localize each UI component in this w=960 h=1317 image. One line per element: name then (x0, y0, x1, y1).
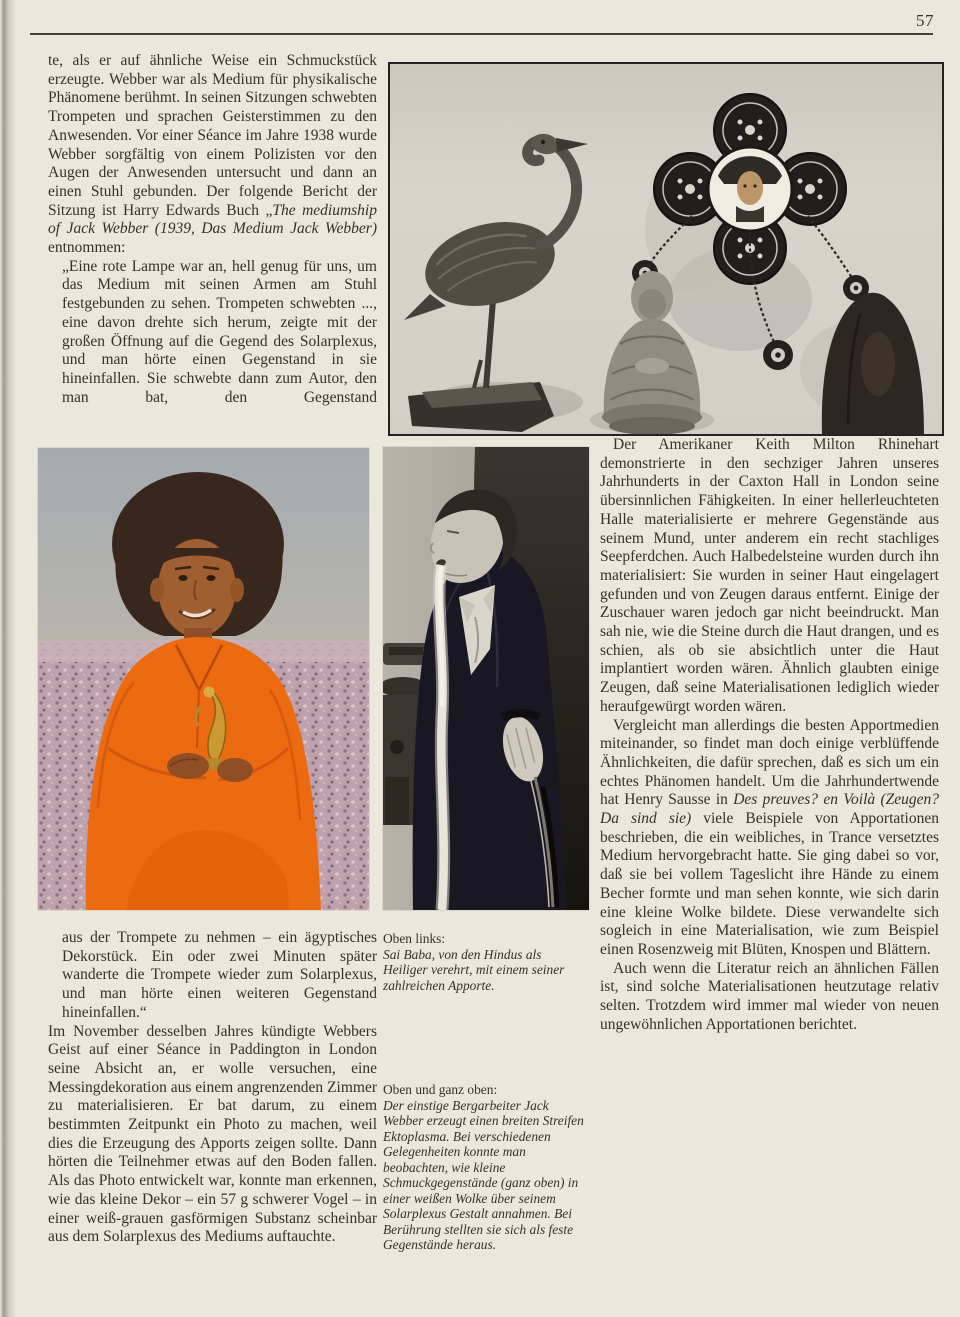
text-run: te, als er auf ähnliche Weise ein Schmuckstück erzeugte. Webber war als Medium für physikalische Phänomene berühmt. In seinen Sitzungen schwebten Trompeten und sprachen Geisterstimmen zu den Anwesenden. Vor einer Séance im Jahre 1938 wurde Webber sorgfältig von einem Polizisten vor den Augen der Anwesenden untersucht und dann an einen Stuhl gebunden. Der folgende Bericht der Sitzung ist Harry Edwards Buch „ (48, 52, 377, 219)
text-run: viele Beispiele von Apportationen beschrieben, die ein weibliches, in Trance versetztes Medium hervorgebracht hatte. Sie ging dabei so vor, daß sie bei vollem Tageslicht ihre Hände zu einem Becher formte und man sehen konnte, wie sich darin eine kleine Wolke bildete. Diese verwandelte sich sogleich in eine Materialisation, wie zum Beispiel einen Rosenzweig mit Blüten, Knospen und Blättern. (600, 810, 939, 958)
right-column (600, 436, 939, 1035)
photo-sai-baba (38, 448, 369, 910)
apports-illustration (390, 64, 942, 434)
text-run: entnommen: (48, 239, 126, 257)
paragraph-november-seance: Im November desselben Jahres kündigte Webbers Geist auf einer Séance in Paddington in London seine Absicht an, er wolle versuchen, eine Messingdekoration aus einem angrenzenden Zimmer zu materialisieren. Er bat darum, zu einem bestimmten Zeitpunkt ein Photo zu machen, weil dies die Erzeugung des Apports zeigen sollte. Dann hörten die Teilnehmer etwas auf den Boden fallen. Als das Photo entwickelt war, konnte man erkennen, wie das kleine Dekor – ein 57 g schwerer Vogel – in einer weiß-grauen gasförmigen Substanz scheinbar aus dem Solarplexus des Mediums auftauchte. (48, 1022, 377, 1246)
text-run: Vergleicht man allerdings die besten Apportmedien miteinander, so findet man doch einige verblüffende Ähnlichkeiten, die dafür sprechen, daß es sich um ein echtes Phänomen handelt. Um die Jahrhundertwende hat Henry Sausse in (600, 716, 939, 809)
blockquote-red-lamp: „Eine rote Lampe war an, hell genug für uns, um das Medium mit seinen Armen am Stuhl festgebunden zu sehen. Trompeten schwebten ..., eine davon drehte sich herum, zeigte mit der großen Öffnung auf die Gegend des Solarplexus, und man hörte einen Gegenstand in sie hineinfallen. Sie schwebte dann zum Autor, den man bat, den Gegenstand (62, 257, 377, 406)
header-rule (30, 33, 933, 35)
binding-shadow (0, 0, 16, 1317)
book-title-italic: The mediumship of Jack Webber (1939, Das Medium Jack Webber) (48, 201, 377, 238)
photo-apports-still-life (388, 62, 944, 436)
caption-label: Oben links: (383, 931, 446, 946)
caption-text: Sai Baba, von den Hindus als Heiliger verehrt, mit einem seiner zahlreichen Apporte. (383, 946, 565, 993)
jack-webber-illustration (383, 447, 589, 910)
left-column-lower (48, 929, 377, 1247)
caption-label: Oben und ganz oben: (383, 1082, 498, 1097)
caption-text: Der einstige Bergarbeiter Jack Webber erzeugt einen breiten Streifen Ektoplasma. Bei verschiedenen Gelegenheiten konnte man beobachten, wie kleine Schmuckgegenstände (ganz oben) in einer weißen Wolke über seinem Solarplexus Gestalt annahmen. Bei Berührung stellten sie sich als feste Gegenstände heraus. (383, 1097, 584, 1252)
caption-jack-webber (383, 1082, 585, 1253)
paragraph-webber-intro (48, 52, 377, 258)
left-column-upper (48, 52, 377, 407)
blockquote-continuation: aus der Trompete zu nehmen – ein ägyptisches Dekorstück. Ein oder zwei Minuten später wanderte die Trompete wieder zum Solarplexus, und man hörte einen weiteren Gegenstand hineinfallen.“ (62, 929, 377, 1021)
paragraph-literatur: Auch wenn die Literatur reich an ähnlichen Fällen ist, sind solche Materialisationen heutzutage relativ selten. Trotzdem wird immer mal wieder von neuen ungewöhnlichen Apportationen berichtet. (600, 959, 939, 1033)
sai-baba-illustration (38, 448, 369, 910)
caption-sai-baba (383, 931, 585, 993)
paragraph-rhinehart: Der Amerikaner Keith Milton Rhinehart demonstrierte in den sechziger Jahren unseres Jahrhunderts in der Caxton Hall in London seine übersinnlichen Fähigkeiten. In einer hellerleuchteten Halle materialisierte er mehrere Gegenstände aus seinem Mund, unter anderem ein recht stachliges Seepferdchen. Auch Halbedelsteine wurden durch ihn materialisiert: Sie wurden in seiner Haut eingelagert gefunden und von Zeugen daraus entfernt. Einige der Zuschauer waren jedoch gar nicht beeindruckt. Man sah nie, wie die Steine durch die Haut drangen, und es schien, als ob sie absichtlich unter die Haut implantiert worden wären. Ähnlich glaubten einige Zeugen, daß seine Materialisationen lediglich wieder heraufgewürgt worden wären. (600, 436, 939, 715)
paragraph-apportmedien (600, 717, 939, 960)
photo-jack-webber (383, 447, 589, 910)
book-title-italic: Des preuves? en Voilà (Zeugen? Da sind sie) (600, 791, 939, 828)
page-number: 57 (916, 11, 934, 30)
